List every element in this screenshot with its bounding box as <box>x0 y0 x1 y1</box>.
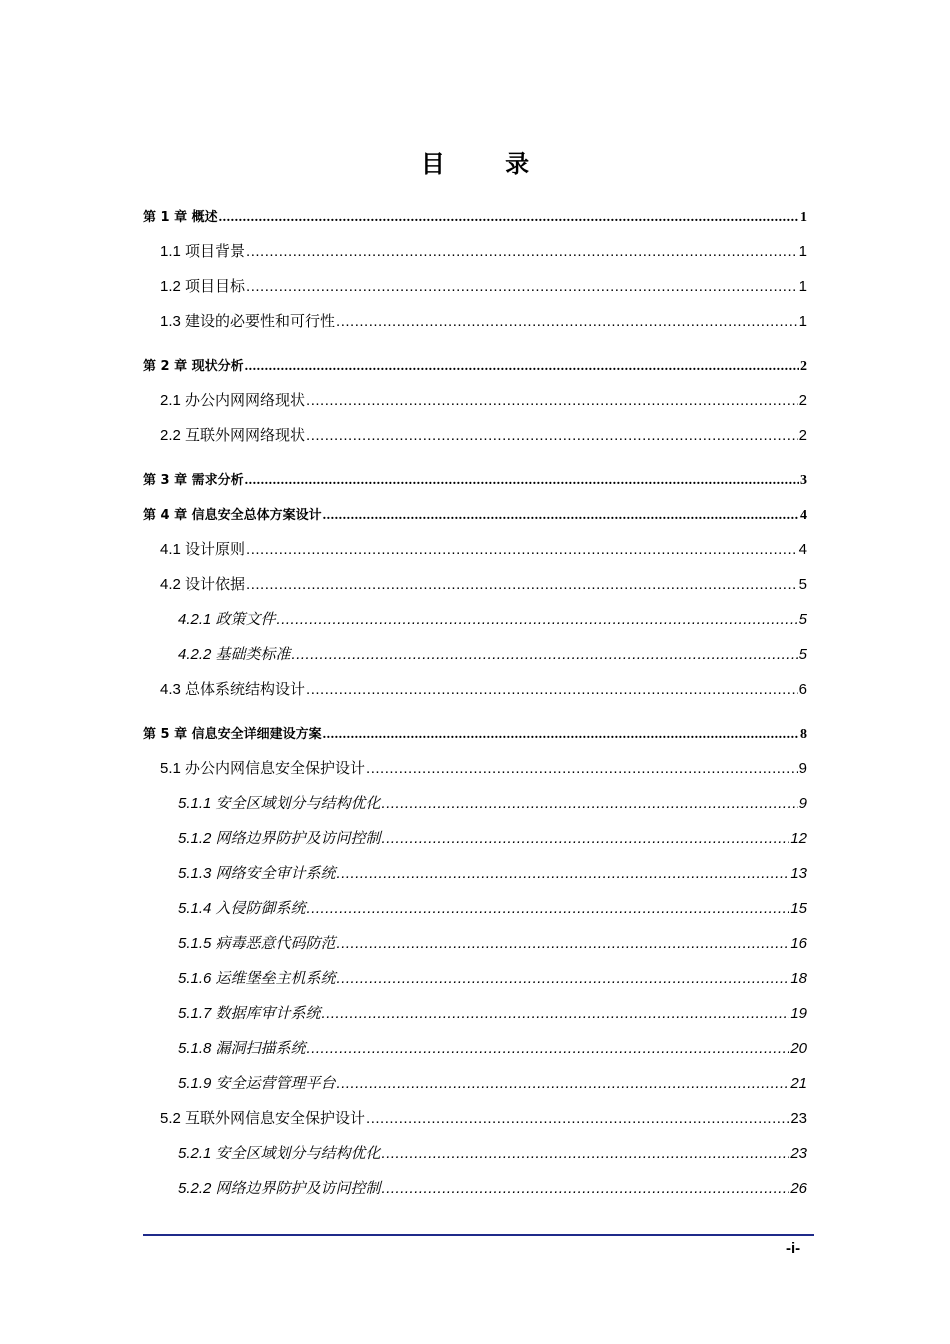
toc-entry-label: 5.2 互联外网信息安全保护设计 <box>160 1110 366 1127</box>
toc-entry[interactable] <box>143 470 807 492</box>
toc-entry-label: 4.2.1 政策文件 <box>178 611 276 628</box>
toc-entry-label: 5.1.8 漏洞扫描系统 <box>178 1040 306 1057</box>
toc-dot-leader <box>337 968 790 990</box>
toc-entry[interactable] <box>160 276 807 298</box>
toc-entry[interactable] <box>178 1178 807 1200</box>
toc-entry[interactable] <box>178 1073 807 1095</box>
toc-entry-page: 1 <box>798 278 807 295</box>
toc-dot-leader <box>307 1038 790 1060</box>
toc-entry-label: 第 2 章 现状分析 <box>143 359 244 374</box>
toc-dot-leader <box>337 1073 790 1095</box>
toc-entry-label: 4.2 设计依据 <box>160 576 246 593</box>
toc-entry[interactable] <box>178 609 807 631</box>
toc-entry-label: 4.3 总体系统结构设计 <box>160 681 306 698</box>
toc-entry-label: 5.2.2 网络边界防护及访问控制 <box>178 1180 381 1197</box>
toc-entry[interactable] <box>178 1003 807 1025</box>
toc-entry[interactable] <box>160 539 807 561</box>
toc-entry[interactable] <box>178 644 807 666</box>
toc-dot-leader <box>382 1178 790 1200</box>
toc-dot-leader <box>382 1143 790 1165</box>
toc-dot-leader <box>277 609 798 631</box>
toc-entry-label: 1.2 项目目标 <box>160 278 246 295</box>
toc-entry-page: 21 <box>790 1075 807 1092</box>
toc-entry-page: 4 <box>798 541 807 558</box>
footer-rule <box>143 1234 814 1236</box>
toc-entry-page: 5 <box>798 576 807 593</box>
toc-entry-label: 2.1 办公内网网络现状 <box>160 392 306 409</box>
toc-dot-leader <box>246 574 798 596</box>
toc-dot-leader <box>366 1108 789 1130</box>
toc-entry-page: 1 <box>798 243 807 260</box>
toc-entry-label: 第 1 章 概述 <box>143 210 218 225</box>
toc-entry[interactable] <box>178 1143 807 1165</box>
toc-entry[interactable] <box>160 390 807 412</box>
toc-entry-page: 6 <box>798 681 807 698</box>
toc-entry-label: 5.1.2 网络边界防护及访问控制 <box>178 830 381 847</box>
toc-entry-label: 1.3 建设的必要性和可行性 <box>160 313 336 330</box>
toc-entry[interactable] <box>160 311 807 333</box>
toc-dot-leader <box>219 207 799 229</box>
toc-entry-page: 2 <box>800 359 807 374</box>
toc-entry-label: 5.1.3 网络安全审计系统 <box>178 865 336 882</box>
toc-dot-leader <box>382 793 798 815</box>
toc-entry[interactable] <box>143 207 807 229</box>
toc-dot-leader <box>337 863 790 885</box>
toc-entry[interactable] <box>178 898 807 920</box>
toc-entry-label: 5.1.6 运维堡垒主机系统 <box>178 970 336 987</box>
toc-dot-leader <box>323 724 799 746</box>
toc-entry-page: 3 <box>800 473 807 488</box>
toc-entry[interactable] <box>143 356 807 378</box>
toc-entry-page: 1 <box>798 313 807 330</box>
toc-dot-leader <box>366 758 798 780</box>
toc-entry-label: 第 3 章 需求分析 <box>143 473 244 488</box>
toc-entry-page: 23 <box>790 1110 807 1127</box>
toc-entry[interactable] <box>178 793 807 815</box>
toc-dot-leader <box>306 679 798 701</box>
toc-entry-page: 23 <box>790 1145 807 1162</box>
toc-entry[interactable] <box>178 828 807 850</box>
toc-dot-leader <box>323 505 799 527</box>
toc-entry-page: 8 <box>800 727 807 742</box>
toc-dot-leader <box>307 898 790 920</box>
toc-entry-page: 16 <box>790 935 807 952</box>
toc-entry[interactable] <box>178 933 807 955</box>
toc-dot-leader <box>245 356 799 378</box>
toc-dot-leader <box>336 311 798 333</box>
toc-entry-page: 9 <box>798 760 807 777</box>
toc-entry[interactable] <box>160 574 807 596</box>
toc-entry[interactable] <box>143 505 807 527</box>
toc-entry-label: 第 4 章 信息安全总体方案设计 <box>143 508 322 523</box>
toc-entry[interactable] <box>160 679 807 701</box>
toc-entry-label: 5.1.5 病毒恶意代码防范 <box>178 935 336 952</box>
toc-entry-label: 4.1 设计原则 <box>160 541 246 558</box>
toc-entry-page: 2 <box>798 427 807 444</box>
toc-entry-page: 5 <box>798 611 807 628</box>
toc-entry[interactable] <box>178 863 807 885</box>
toc-entry-label: 5.1.7 数据库审计系统 <box>178 1005 321 1022</box>
toc-dot-leader <box>292 644 798 666</box>
toc-entry-label: 2.2 互联外网网络现状 <box>160 427 306 444</box>
toc-entry[interactable] <box>160 1108 807 1130</box>
toc-entry[interactable] <box>143 724 807 746</box>
toc-dot-leader <box>382 828 790 850</box>
toc-entry-page: 26 <box>790 1180 807 1197</box>
toc-dot-leader <box>306 425 798 447</box>
toc-entry-page: 5 <box>798 646 807 663</box>
toc-entry[interactable] <box>160 758 807 780</box>
toc-dot-leader <box>322 1003 790 1025</box>
toc-dot-leader <box>245 470 799 492</box>
toc-entry-label: 5.1 办公内网信息安全保护设计 <box>160 760 366 777</box>
toc-entry-page: 4 <box>800 508 807 523</box>
toc-entry[interactable] <box>178 968 807 990</box>
toc-dot-leader <box>246 276 798 298</box>
toc-entry-label: 5.1.9 安全运营管理平台 <box>178 1075 336 1092</box>
toc-entry-page: 18 <box>790 970 807 987</box>
toc-dot-leader <box>246 539 798 561</box>
toc-entry-label: 4.2.2 基础类标准 <box>178 646 291 663</box>
toc-entry-page: 12 <box>790 830 807 847</box>
toc-entry[interactable] <box>178 1038 807 1060</box>
toc-entry[interactable] <box>160 241 807 263</box>
toc-entry-page: 13 <box>790 865 807 882</box>
toc-dot-leader <box>246 241 798 263</box>
toc-entry-label: 1.1 项目背景 <box>160 243 246 260</box>
toc-dot-leader <box>337 933 790 955</box>
toc-entry[interactable] <box>160 425 807 447</box>
toc-entry-label: 第 5 章 信息安全详细建设方案 <box>143 727 322 742</box>
toc-entry-page: 1 <box>800 210 807 225</box>
toc-entry-page: 9 <box>798 795 807 812</box>
toc-entry-page: 19 <box>790 1005 807 1022</box>
toc-entry-label: 5.1.1 安全区域划分与结构优化 <box>178 795 381 812</box>
toc-entry-label: 5.1.4 入侵防御系统 <box>178 900 306 917</box>
toc-entry-page: 2 <box>798 392 807 409</box>
footer-page-number: -i- <box>786 1240 801 1257</box>
toc-entry-page: 15 <box>790 900 807 917</box>
toc-entry-page: 20 <box>790 1040 807 1057</box>
page-title: 目 录 <box>420 150 556 178</box>
toc-entry-label: 5.2.1 安全区域划分与结构优化 <box>178 1145 381 1162</box>
toc-dot-leader <box>306 390 798 412</box>
